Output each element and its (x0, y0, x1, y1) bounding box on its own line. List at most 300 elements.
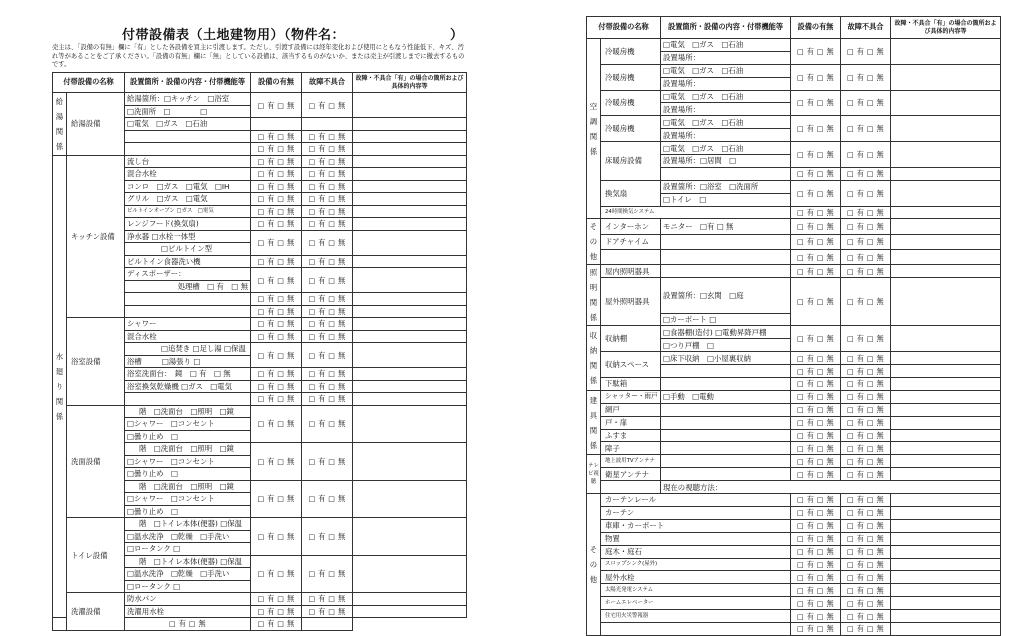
presence-checkbox[interactable]: □ 有 □ 無 (251, 380, 302, 393)
defect-checkbox[interactable]: □ 有 □ 無 (841, 64, 891, 90)
item-light-in: 屋内照明器具 (601, 265, 661, 278)
detail: モニター □有 □ 無 (661, 219, 791, 234)
form-note: 売主は、「設備の有無」欄に「有」とした各設備を買主に引渡します。ただし、引渡す設備には経年変化および使用にともなう性能低下、キズ、汚れ等があることをご了承ください。「設備の有無」欄に「無」としている設備は、該当するものがないか、または売主が引渡しまでに撤去するものです。 (52, 44, 465, 69)
item-wash: 洗面設備 (67, 405, 125, 518)
memo-field[interactable] (891, 90, 1001, 116)
defect-checkbox[interactable]: □ 有 □ 無 (841, 234, 891, 249)
presence-checkbox[interactable]: □ 有 □ 無 (791, 250, 841, 265)
col-header-memo: 故障・不具合「有」の場合の箇所および具体的内容等 (353, 73, 467, 93)
presence-checkbox[interactable]: □ 有 □ 無 (791, 326, 841, 352)
defect-checkbox[interactable]: □ 有 □ 無 (841, 584, 891, 597)
presence-checkbox[interactable]: □ 有 □ 無 (791, 403, 841, 416)
category-storage: 収納関係 (587, 326, 601, 390)
detail: □トイレ □ (661, 193, 791, 206)
category-other1: その他 (587, 219, 601, 265)
presence-checkbox[interactable]: □ 有 □ 無 (251, 605, 302, 618)
defect-checkbox[interactable]: □ 有 □ 無 (841, 468, 891, 481)
detail: □電気 □ガス □石油 (661, 90, 791, 103)
item-intercom: インターホン (601, 219, 661, 234)
presence-checkbox[interactable]: □ 有 □ 無 (791, 90, 841, 116)
presence-checkbox[interactable]: □ 有 □ 無 (251, 180, 302, 193)
detail: グリル □ガス □電気 (125, 193, 251, 206)
memo-field[interactable] (353, 330, 467, 343)
detail: □ビルトイン型 (125, 243, 251, 256)
presence-checkbox[interactable]: □ 有 □ 無 (251, 230, 302, 255)
item (601, 622, 791, 635)
detail (661, 403, 791, 416)
memo-field[interactable] (353, 318, 467, 331)
defect-checkbox[interactable]: □ 有 □ 無 (302, 180, 353, 193)
memo-field[interactable] (353, 143, 467, 156)
defect-checkbox[interactable]: □ 有 □ 無 (841, 167, 891, 180)
presence-checkbox[interactable]: □ 有 □ 無 (791, 167, 841, 180)
detail: □追焚き □足し湯 □保温 (125, 343, 251, 356)
memo-field[interactable] (891, 545, 1001, 558)
item-solar: 太陽光発電システム (601, 584, 791, 597)
item-elevator: ホームエレベーター (601, 597, 791, 610)
presence-checkbox[interactable]: □ 有 □ 無 (791, 597, 841, 610)
memo-field[interactable] (891, 622, 1001, 635)
detail: □ロータンク □ (125, 543, 251, 556)
presence-checkbox[interactable]: □ 有 □ 無 (251, 368, 302, 381)
defect-checkbox[interactable]: □ 有 □ 無 (841, 278, 891, 326)
defect-checkbox[interactable]: □ 有 □ 無 (302, 218, 353, 231)
memo-field[interactable] (353, 518, 467, 556)
presence-checkbox[interactable]: □ 有 □ 無 (251, 193, 302, 206)
memo-field[interactable] (891, 610, 1001, 623)
memo-field[interactable] (891, 180, 1001, 206)
memo-field[interactable] (891, 64, 1001, 90)
presence-checkbox[interactable]: □ 有 □ 無 (251, 143, 302, 156)
detail: 処理槽 □ 有 □ 無 (125, 280, 251, 293)
presence-checkbox[interactable]: □ 有 □ 無 (251, 443, 302, 481)
presence-checkbox[interactable]: □ 有 □ 無 (791, 455, 841, 468)
presence-checkbox[interactable]: □ 有 □ 無 (125, 618, 251, 631)
item-outdoor-tap: 屋外水栓 (601, 571, 791, 584)
memo-field[interactable] (353, 393, 467, 406)
detail (661, 429, 791, 442)
memo-field[interactable] (891, 468, 1001, 481)
memo-field[interactable] (353, 555, 467, 593)
defect-checkbox[interactable]: □ 有 □ 無 (302, 168, 353, 181)
presence-checkbox[interactable]: □ 有 □ 無 (791, 180, 841, 206)
memo-field[interactable] (891, 597, 1001, 610)
col-header-memo: 故障・不具合「有」の場合の箇所および具体的内容等 (891, 17, 1001, 39)
memo-field[interactable] (353, 155, 467, 168)
category-mizu: 水廻り関係 (53, 155, 67, 618)
item-curtain-rail: カーテンレール (601, 494, 791, 507)
defect-checkbox[interactable]: □ 有 □ 無 (841, 219, 891, 234)
memo-field[interactable] (353, 218, 467, 231)
detail: □床下収納 □小屋裏収納 (661, 352, 791, 365)
defect-checkbox[interactable]: □ 有 □ 無 (302, 93, 353, 118)
detail: 洗濯用水栓 (125, 605, 251, 618)
memo-field[interactable] (353, 118, 467, 131)
col-header-name: 付帯設備の名称 (587, 17, 661, 39)
defect-checkbox[interactable]: □ 有 □ 無 (841, 206, 891, 219)
detail: □曇り止め □ (125, 430, 251, 443)
defect-checkbox[interactable]: □ 有 □ 無 (302, 255, 353, 268)
col-header-defect: 故障不具合 (302, 73, 353, 93)
memo-field[interactable] (353, 368, 467, 381)
presence-checkbox[interactable] (251, 118, 302, 131)
memo-field[interactable] (353, 443, 467, 481)
presence-checkbox[interactable]: □ 有 □ 無 (251, 330, 302, 343)
defect-checkbox[interactable]: □ 有 □ 無 (841, 506, 891, 519)
detail: ビルトイン食器洗い機 (125, 255, 251, 268)
defect-checkbox[interactable]: □ 有 □ 無 (841, 610, 891, 623)
item-ac: 冷暖房機 (601, 90, 661, 116)
detail: 流し台 (125, 155, 251, 168)
defect-checkbox[interactable]: □ 有 □ 無 (302, 143, 353, 156)
item-shed: 物置 (601, 532, 791, 545)
memo-field[interactable] (891, 167, 1001, 180)
presence-checkbox[interactable]: □ 有 □ 無 (791, 584, 841, 597)
presence-checkbox[interactable]: □ 有 □ 無 (791, 265, 841, 278)
presence-checkbox[interactable]: □ 有 □ 無 (791, 571, 841, 584)
detail: 設置場所：□居間 □ (661, 155, 791, 168)
detail (125, 305, 251, 318)
defect-checkbox[interactable]: □ 有 □ 無 (302, 293, 353, 306)
defect-checkbox[interactable]: □ 有 □ 無 (841, 180, 891, 206)
memo-field[interactable] (891, 416, 1001, 429)
memo-field[interactable] (891, 326, 1001, 352)
detail (661, 167, 791, 180)
presence-checkbox[interactable]: □ 有 □ 無 (251, 480, 302, 518)
detail: 階 □洗面台 □照明 □鏡 (125, 480, 251, 493)
memo-field[interactable] (353, 405, 467, 443)
memo-field[interactable] (891, 219, 1001, 234)
detail: □カーポート □ (661, 313, 791, 326)
memo-field[interactable] (891, 378, 1001, 391)
defect-checkbox[interactable]: □ 有 □ 無 (841, 403, 891, 416)
defect-checkbox[interactable]: □ 有 □ 無 (302, 593, 353, 606)
defect-checkbox[interactable]: □ 有 □ 無 (841, 597, 891, 610)
category-kyuto: 給湯関係 (53, 93, 67, 156)
item-laundry: 洗濯設備 (67, 593, 125, 631)
presence-checkbox[interactable]: □ 有 □ 無 (791, 622, 841, 635)
memo-field[interactable] (891, 265, 1001, 278)
detail: 階 □洗面台 □照明 □鏡 (125, 443, 251, 456)
memo-field[interactable] (353, 193, 467, 206)
memo-field[interactable] (891, 116, 1001, 142)
col-header-presence: 設備の有無 (251, 73, 302, 93)
presence-checkbox[interactable]: □ 有 □ 無 (251, 343, 302, 368)
detail (125, 230, 251, 243)
memo-field[interactable] (891, 429, 1001, 442)
item (601, 481, 661, 494)
memo-field[interactable] (302, 618, 353, 631)
defect-checkbox[interactable]: □ 有 □ 無 (302, 443, 353, 481)
item-bath: 浴室設備 (67, 318, 125, 406)
memo-field[interactable] (891, 39, 1001, 65)
presence-checkbox[interactable]: □ 有 □ 無 (251, 405, 302, 443)
memo-field[interactable] (891, 234, 1001, 249)
defect-checkbox[interactable]: □ 有 □ 無 (841, 519, 891, 532)
presence-checkbox[interactable]: □ 有 □ 無 (791, 116, 841, 142)
defect-checkbox[interactable]: □ 有 □ 無 (841, 532, 891, 545)
memo-field[interactable] (891, 390, 1001, 403)
detail: ビルトインオーブン □ガス □電気 (125, 205, 251, 218)
presence-checkbox[interactable]: □ 有 □ 無 (251, 168, 302, 181)
detail (661, 416, 791, 429)
memo-field[interactable] (891, 571, 1001, 584)
presence-checkbox[interactable]: □ 有 □ 無 (251, 205, 302, 218)
memo-field[interactable] (353, 480, 467, 518)
presence-checkbox[interactable]: □ 有 □ 無 (791, 234, 841, 249)
detail: 浴室換気乾燥機 □ガス □電気 (125, 380, 251, 393)
presence-checkbox[interactable]: □ 有 □ 無 (791, 378, 841, 391)
defect-checkbox[interactable]: □ 有 □ 無 (302, 318, 353, 331)
defect-checkbox[interactable]: □ 有 □ 無 (302, 205, 353, 218)
presence-checkbox[interactable]: □ 有 □ 無 (791, 545, 841, 558)
presence-checkbox[interactable]: □ 有 □ 無 (251, 555, 302, 593)
form-page-right (586, 16, 1000, 634)
presence-checkbox[interactable]: □ 有 □ 無 (791, 506, 841, 519)
detail: □ロータンク □ (125, 580, 251, 593)
item-curtain: カーテン (601, 506, 791, 519)
col-header-name: 付帯設備の名称 (53, 73, 125, 93)
presence-checkbox[interactable]: □ 有 □ 無 (251, 518, 302, 556)
defect-checkbox[interactable]: □ 有 □ 無 (841, 442, 891, 455)
defect-checkbox[interactable]: □ 有 □ 無 (302, 330, 353, 343)
col-header-defect: 故障不具合 (841, 17, 891, 39)
defect-checkbox[interactable]: □ 有 □ 無 (302, 605, 353, 618)
item-fusuma: ふすま (601, 429, 661, 442)
detail: 防水パン (125, 593, 251, 606)
memo-field[interactable] (891, 250, 1001, 265)
presence-checkbox[interactable]: □ 有 □ 無 (251, 318, 302, 331)
memo-field[interactable] (891, 532, 1001, 545)
defect-checkbox[interactable]: □ 有 □ 無 (302, 193, 353, 206)
defect-checkbox[interactable]: □ 有 □ 無 (302, 518, 353, 556)
presence-checkbox[interactable]: □ 有 □ 無 (251, 393, 302, 406)
detail (125, 355, 251, 368)
item-carport: 車庫・カーポート (601, 519, 791, 532)
defect-checkbox[interactable]: □ 有 □ 無 (302, 155, 353, 168)
detail: □食器棚(造付) □電動昇降戸棚 (661, 326, 791, 339)
memo-field[interactable] (353, 168, 467, 181)
detail-label: 浄水器 (127, 231, 150, 241)
defect-checkbox[interactable]: □ 有 □ 無 (841, 90, 891, 116)
defect-checkbox[interactable]: □ 有 □ 無 (841, 429, 891, 442)
item-vent: 換気扇 (601, 180, 661, 206)
detail (125, 293, 251, 306)
presence-checkbox[interactable]: □ 有 □ 無 (791, 352, 841, 365)
presence-checkbox[interactable]: □ 有 □ 無 (791, 365, 841, 378)
item-light-out: 屋外照明器具 (601, 278, 661, 326)
defect-checkbox[interactable]: □ 有 □ 無 (841, 545, 891, 558)
form-page-left (38, 22, 466, 629)
presence-checkbox[interactable]: □ 有 □ 無 (791, 468, 841, 481)
presence-checkbox[interactable]: □ 有 □ 無 (251, 593, 302, 606)
memo-field[interactable] (891, 278, 1001, 326)
presence-checkbox[interactable]: □ 有 □ 無 (791, 206, 841, 219)
memo-field[interactable] (353, 605, 467, 618)
item-kitchen: キッチン設備 (67, 155, 125, 318)
category-ac: 空調関係 (587, 39, 601, 219)
detail (661, 378, 791, 391)
presence-checkbox[interactable]: □ 有 □ 無 (791, 416, 841, 429)
presence-checkbox[interactable]: □ 有 □ 無 (791, 142, 841, 168)
item-ac: 冷暖房機 (601, 64, 661, 90)
item-fire-alarm: 住宅用火災警報器 (601, 610, 791, 623)
presence-checkbox[interactable]: □ 有 □ 無 (791, 442, 841, 455)
defect-checkbox[interactable]: □ 有 □ 無 (841, 494, 891, 507)
defect-checkbox[interactable]: □ 有 □ 無 (841, 39, 891, 65)
memo-field[interactable] (353, 305, 467, 318)
category-fitting: 建具関係 (587, 390, 601, 454)
presence-checkbox[interactable]: □ 有 □ 無 (791, 39, 841, 65)
item-chime: ドアチャイム (601, 234, 661, 249)
tv-method-field[interactable]: 現在の視聴方法： (661, 481, 1001, 494)
memo-field[interactable] (353, 593, 467, 606)
memo-field[interactable] (353, 205, 467, 218)
detail: □電気 □ガス □石油 (661, 116, 791, 129)
memo-field[interactable] (891, 403, 1001, 416)
detail (661, 468, 791, 481)
detail: □手動 □電動 (661, 390, 791, 403)
detail-label: 浴槽 (127, 356, 142, 366)
col-header-detail: 設置箇所・設備の内容・付帯機能等 (125, 73, 251, 93)
presence-checkbox[interactable]: □ 有 □ 無 (251, 268, 302, 293)
presence-checkbox[interactable]: □ 有 □ 無 (791, 558, 841, 571)
presence-checkbox[interactable]: □ 有 □ 無 (791, 64, 841, 90)
presence-checkbox[interactable]: □ 有 □ 無 (791, 610, 841, 623)
defect-checkbox[interactable]: □ 有 □ 無 (302, 555, 353, 593)
memo-field[interactable] (891, 455, 1001, 468)
defect-checkbox[interactable]: □ 有 □ 無 (302, 130, 353, 143)
presence-checkbox[interactable]: □ 有 □ 無 (791, 519, 841, 532)
detail (53, 618, 67, 631)
presence-checkbox[interactable]: □ 有 □ 無 (251, 255, 302, 268)
defect-checkbox[interactable]: □ 有 □ 無 (302, 305, 353, 318)
defect-checkbox[interactable]: □ 有 □ 無 (302, 405, 353, 443)
defect-checkbox[interactable]: □ 有 □ 無 (841, 250, 891, 265)
detail (661, 234, 791, 249)
detail: 設置場所： (661, 129, 791, 142)
detail (661, 365, 791, 378)
memo-field[interactable] (891, 519, 1001, 532)
memo-field[interactable] (353, 380, 467, 393)
defect-checkbox[interactable]: □ 有 □ 無 (302, 393, 353, 406)
defect-checkbox[interactable]: □ 有 □ 無 (841, 116, 891, 142)
presence-checkbox[interactable]: □ 有 □ 無 (791, 219, 841, 234)
detail (661, 250, 791, 265)
detail: 設置箇所：□浴室 □洗面所 (661, 180, 791, 193)
defect-checkbox[interactable]: □ 有 □ 無 (841, 378, 891, 391)
presence-checkbox[interactable]: □ 有 □ 無 (251, 293, 302, 306)
presence-checkbox[interactable]: □ 有 □ 無 (791, 390, 841, 403)
detail: ディスポーザー： (125, 268, 251, 281)
category-other2: その他 (587, 494, 601, 636)
memo-field[interactable] (353, 230, 467, 255)
memo-field[interactable] (891, 584, 1001, 597)
presence-checkbox[interactable]: □ 有 □ 無 (791, 532, 841, 545)
item-antenna-ground: 地上波用TVアンテナ (601, 455, 661, 468)
memo-field[interactable] (891, 442, 1001, 455)
defect-checkbox[interactable]: □ 有 □ 無 (302, 368, 353, 381)
defect-checkbox[interactable]: □ 有 □ 無 (841, 265, 891, 278)
detail: 混合水栓 (125, 330, 251, 343)
presence-checkbox[interactable]: □ 有 □ 無 (251, 155, 302, 168)
presence-checkbox[interactable]: □ 有 □ 無 (251, 305, 302, 318)
defect-checkbox[interactable]: □ 有 □ 無 (841, 416, 891, 429)
defect-checkbox[interactable]: □ 有 □ 無 (841, 455, 891, 468)
memo-field[interactable] (891, 365, 1001, 378)
memo-field[interactable] (353, 293, 467, 306)
item (601, 250, 661, 265)
defect-checkbox[interactable]: □ 有 □ 無 (841, 622, 891, 635)
memo-field[interactable] (353, 93, 467, 118)
item-kyuto: 給湯設備 (67, 93, 125, 156)
memo-field[interactable] (353, 255, 467, 268)
detail: □洗面所 □ □ (125, 105, 251, 118)
equipment-table-right (586, 16, 1001, 636)
detail: シャワー (125, 318, 251, 331)
detail (661, 455, 791, 468)
detail: □電気 □ガス □石油 (661, 39, 791, 52)
defect-checkbox[interactable]: □ 有 □ 無 (841, 326, 891, 352)
memo-field[interactable] (891, 506, 1001, 519)
detail: □シャワー □コンセント (125, 493, 251, 506)
memo-field[interactable] (891, 494, 1001, 507)
detail-option: □湯張り □ (161, 356, 201, 366)
memo-field[interactable] (353, 180, 467, 193)
detail: □シャワー □コンセント (125, 418, 251, 431)
presence-checkbox[interactable]: □ 有 □ 無 (251, 93, 302, 118)
item-space: 収納スペース (601, 352, 661, 378)
detail: □温水洗浄 □乾燥 □手洗い (125, 568, 251, 581)
item-shutter: シャッター・雨戸 (601, 390, 661, 403)
defect-checkbox[interactable]: □ 有 □ 無 (841, 352, 891, 365)
defect-checkbox[interactable]: □ 有 □ 無 (302, 343, 353, 368)
presence-checkbox[interactable]: □ 有 □ 無 (251, 218, 302, 231)
detail (125, 393, 251, 406)
detail: 階 □トイレ本体(便器) □保温 (125, 518, 251, 531)
form-title: 付帯設備表（土地建物用）（物件名： (122, 28, 346, 43)
defect-checkbox[interactable]: □ 有 □ 無 (302, 268, 353, 293)
defect-checkbox[interactable]: □ 有 □ 無 (841, 571, 891, 584)
defect-checkbox[interactable]: □ 有 □ 無 (841, 390, 891, 403)
presence-checkbox[interactable]: □ 有 □ 無 (791, 494, 841, 507)
item-screen: 網戸 (601, 403, 661, 416)
memo-field[interactable] (353, 268, 467, 293)
memo-field[interactable] (353, 343, 467, 368)
presence-checkbox[interactable]: □ 有 □ 無 (791, 429, 841, 442)
defect-checkbox[interactable]: □ 有 □ 無 (841, 142, 891, 168)
item-ac: 冷暖房機 (601, 39, 661, 65)
detail: □温水洗浄 □乾燥 □手洗い (125, 530, 251, 543)
defect-checkbox[interactable]: □ 有 □ 無 (841, 365, 891, 378)
detail (125, 130, 251, 143)
defect-checkbox[interactable]: □ 有 □ 無 (302, 380, 353, 393)
memo-field[interactable] (891, 206, 1001, 219)
memo-field[interactable] (891, 352, 1001, 365)
presence-checkbox[interactable]: □ 有 □ 無 (251, 130, 302, 143)
defect-checkbox[interactable]: □ 有 □ 無 (251, 618, 302, 631)
defect-checkbox[interactable]: □ 有 □ 無 (302, 230, 353, 255)
defect-checkbox[interactable]: □ 有 □ 無 (841, 558, 891, 571)
detail: 階 □洗面台 □照明 □鏡 (125, 405, 251, 418)
defect-checkbox[interactable] (302, 118, 353, 131)
defect-checkbox[interactable]: □ 有 □ 無 (302, 480, 353, 518)
memo-field[interactable] (353, 130, 467, 143)
presence-checkbox[interactable]: □ 有 □ 無 (791, 278, 841, 326)
memo-field[interactable] (891, 558, 1001, 571)
memo-field[interactable] (891, 142, 1001, 168)
detail: レンジフード(換気扇) (125, 218, 251, 231)
